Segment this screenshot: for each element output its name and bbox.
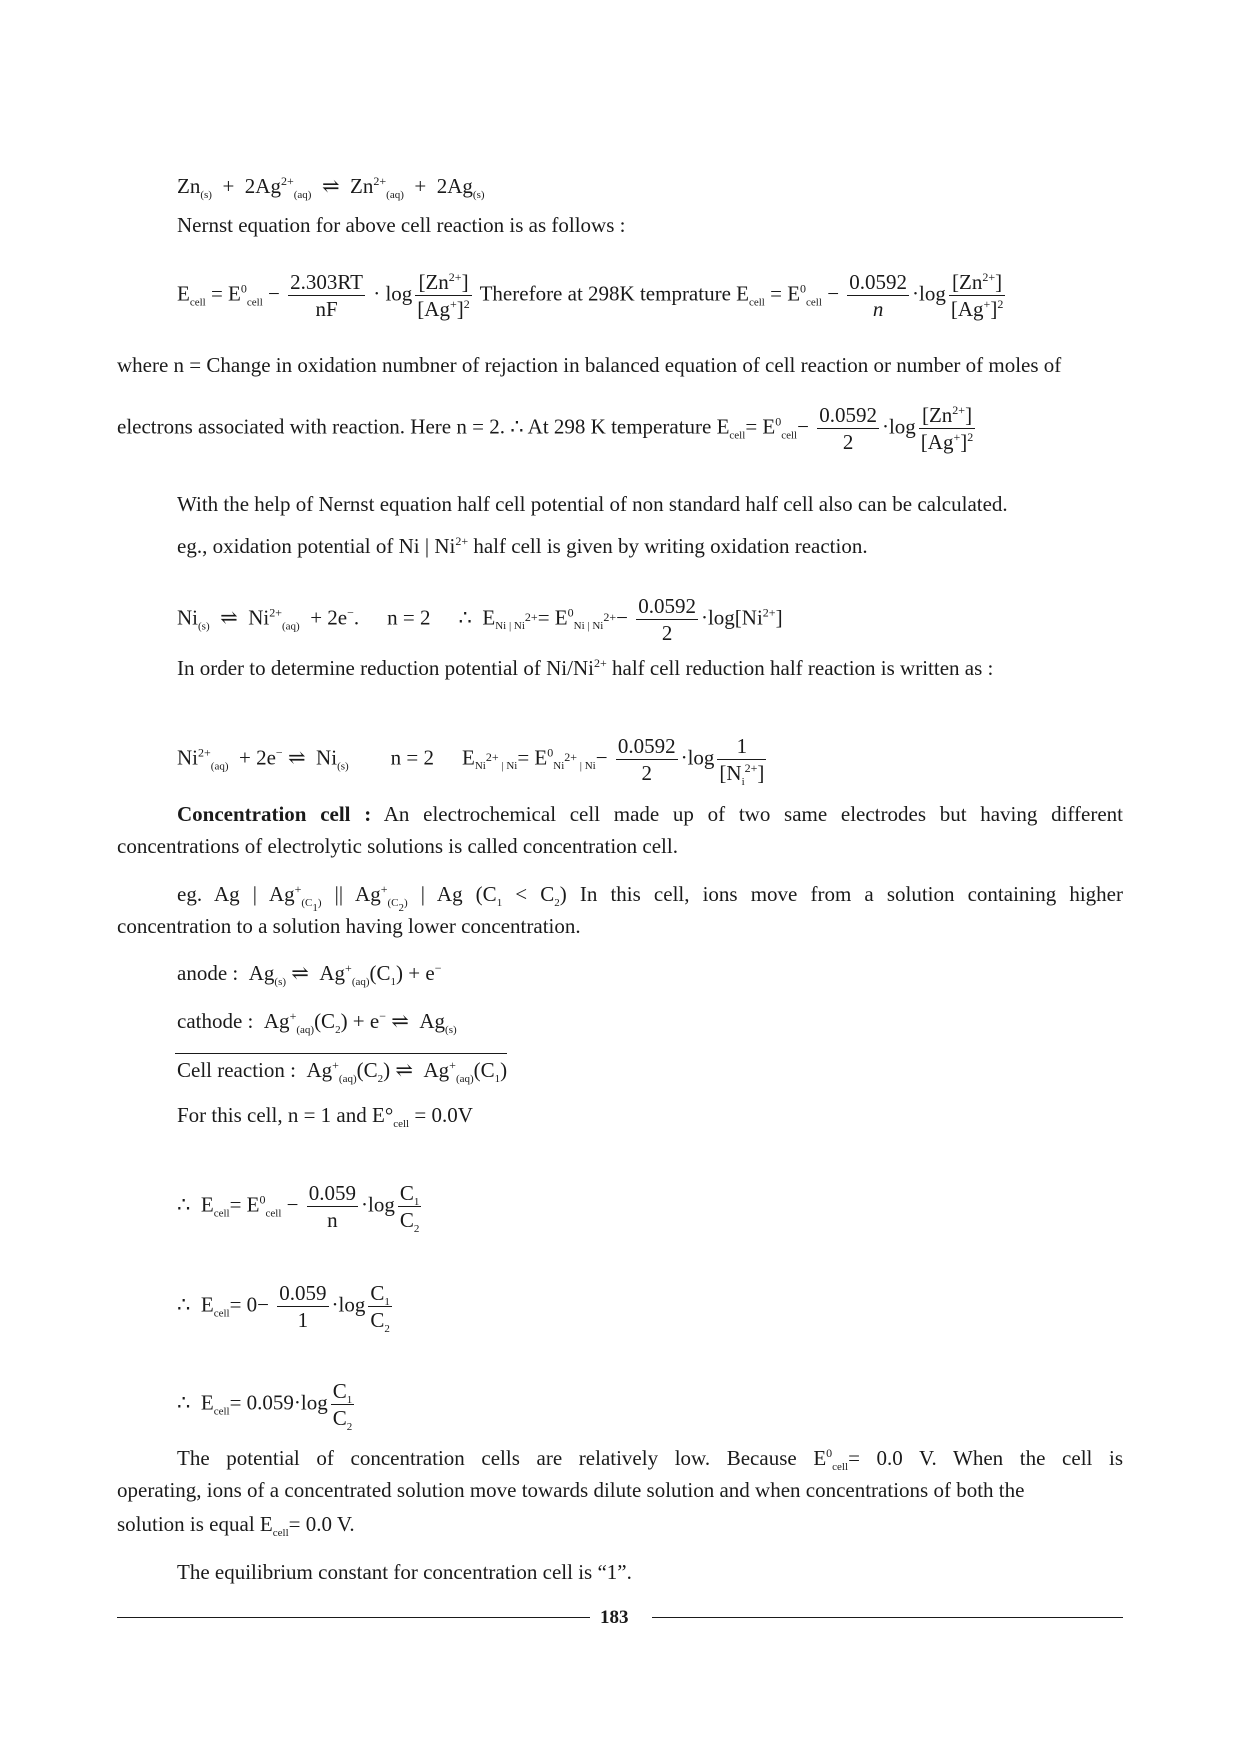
n-value-prefix: For this cell, n = 1 and [177,1103,367,1127]
electrons-text-prefix: electrons associated with reaction. Here n = 2. ∴ At 298 K temperature [117,414,712,439]
nernst-equation: $E_{cell} = E^0_{cell}$ − $\frac{2.303RT}{nF}$ · log $\frac{[Zn^{2+}]}{[Ag^+]^2}$ Therefore at 298K temprature $E_{cell} = E^0_{cell}$ − $\frac{0.0592}{n}$ ·log $\frac{[Zn^{2+}]}{[Ag^+]^2}$ [177,270,1004,322]
concentration-cell-text: An electrochemical cell made up of two same electrodes but having different [383,802,1123,826]
log-ratio-fraction: $\frac{[Zn^{2+}]}{[Ag^+]^2}$ [417,270,470,322]
example-text: eg. Ag | $Ag^+_{(C_1)}$ || $Ag^+_{(C_2)}$ | Ag $(C_1 < C_2)$ In this cell, ions move from a solution containing higher [177,882,1123,914]
log-ratio-fraction-2: $\frac{[Zn^{2+}]}{[Ag^+]^2}$ [950,270,1004,322]
potential-low-suffix: When the cell is [953,1446,1124,1470]
c-ratio-fraction-3: $\frac{C_1}{C_2}$ [332,1379,353,1434]
footer-rule-left [117,1617,590,1618]
constant-fraction-6: $\frac{0.059}{n}$ [308,1181,356,1233]
oxidation-potential-text: eg., oxidation potential of Ni | $Ni^{2+}$ half cell is given by writing oxidation reaction. [177,534,868,558]
constant-fraction-5: $\frac{0.0592}{2}$ [617,734,676,786]
equal-concentration-text: solution is equal $E_{cell}= 0.0$ V. [117,1512,355,1539]
therefore-text: Therefore at 298K temprature [479,281,731,306]
anode-reaction: anode : $Ag_{(s)}$ ⇌ $Ag^+_{(aq)}(C_1) + e^-$ [177,961,442,988]
ni-reduction-equation: $Ni^{2+}_{(aq)} + 2e^-$ ⇌ $Ni_{(s)}$ n = 2 $E_{Ni^{2+} | Ni}= E^0_{Ni^{2+} | Ni}-$ $\frac{0.0592}{2}$ ·log $\frac{1}{[N_i^{2+}]}$ [177,734,765,789]
electrons-text: electrons associated with reaction. Here n = 2. ∴ At 298 K temperature $E_{cell}= E^0_{cell}-$ $\frac{0.0592}{2}$ ·log $\frac{[Zn^{2+}]}{[Ag^+]^2}$ [117,403,974,455]
anode-label: anode : [177,961,239,985]
reduction-intro-text: In order to determine reduction potential of $Ni/Ni^{2+}$ half cell reduction half reaction is written as : [177,656,994,680]
n-value-text: For this cell, n = 1 and $E^\circ_{cell} = 0.0V$ [177,1103,473,1130]
n-definition-text: where n = Change in oxidation numbner of rejaction in balanced equation of cell reaction or number of moles of [117,353,1062,377]
constant-fraction-4: $\frac{0.0592}{2}$ [638,594,696,646]
c-ratio-fraction: $\frac{C_1}{C_2}$ [399,1181,420,1236]
nernst-intro-text: Nernst equation for above cell reaction is as follows : [177,213,626,237]
concentration-equation-1: ∴ $E_{cell}= E^0_{cell}$ − $\frac{0.059}{n}$ ·log $\frac{C_1}{C_2}$ [177,1181,420,1236]
equilibrium-constant-text: The equilibrium constant for concentration cell is “1”. [177,1560,632,1584]
overall-cell-reaction: Cell reaction : $Ag^+_{(aq)}(C_2)$ ⇌ $Ag^+_{(aq)}(C_1)$ [177,1058,508,1085]
inverse-ni-fraction: $\frac{1}{[N_i^{2+}]}$ [719,734,765,789]
operating-text: operating, ions of a concentrated solution move towards dilute solution and when concentrations of both the [117,1478,1025,1502]
concentration-cell-definition-2: concentrations of electrolytic solutions is called concentration cell. [117,834,678,858]
example-text-2: concentration to a solution having lower concentration. [117,914,581,938]
potential-low-text: The potential of concentration cells are relatively low. Because $E^0_{cell}= 0.0$ V. When the cell is [177,1446,1124,1473]
constant-fraction-3: $\frac{0.0592}{2}$ [819,403,877,455]
ni-oxidation-equation: $Ni_{(s)}$ ⇌ $Ni^{2+}_{(aq)} + 2e^-$. n = 2 ∴ $E_{Ni | Ni^{2+}}= E^0_{Ni | Ni^{2+}}-$ $\frac{0.0592}{2}$ $\cdot\log[Ni^{2+}]$ [177,594,783,646]
nernst-fraction: $\frac{2.303RT}{nF}$ [290,270,363,322]
reaction-divider [175,1053,507,1054]
equal-concentration-prefix: solution is equal [117,1512,255,1536]
footer-rule-right [652,1617,1123,1618]
c-ratio-fraction-2: $\frac{C_1}{C_2}$ [370,1281,390,1336]
concentration-cell-definition [117,804,1123,825]
page-number: 183 [600,1607,629,1628]
cathode-label: cathode : [177,1009,254,1033]
cell-reaction-equation: $Zn_{(s)} + 2Ag^{2+}_{(aq)}$ ⇌ $Zn^{2+}_{(aq)} + 2Ag_{(s)}$ [177,174,485,201]
constant-fraction-7: $\frac{0.059}{1}$ [279,1281,327,1333]
concentration-cell-heading: Concentration cell : [177,802,372,826]
potential-low-prefix: The potential of concentration cells are relatively low. Because [177,1446,797,1470]
concentration-equation-3: ∴ $E_{cell}= 0.059\cdot\log$ $\frac{C_1}{C_2}$ [177,1379,353,1434]
concentration-equation-2: ∴ $E_{cell}= 0-$ $\frac{0.059}{1}$ ·log $\frac{C_1}{C_2}$ [177,1281,390,1336]
half-cell-text: With the help of Nernst equation half cell potential of non standard half cell also can be calculated. [177,492,1008,516]
cell-reaction-label: Cell reaction : [177,1058,296,1082]
log-ratio-fraction-3: $\frac{[Zn^{2+}]}{[Ag^+]^2}$ [920,403,974,455]
cathode-reaction: cathode : $Ag^+_{(aq)}(C_2) + e^-$ ⇌ $Ag_{(s)}$ [177,1009,457,1036]
constant-fraction: $\frac{0.0592}{n}$ [849,270,908,322]
example-text-suffix: In this cell, ions move from a solution containing higher [579,882,1123,906]
